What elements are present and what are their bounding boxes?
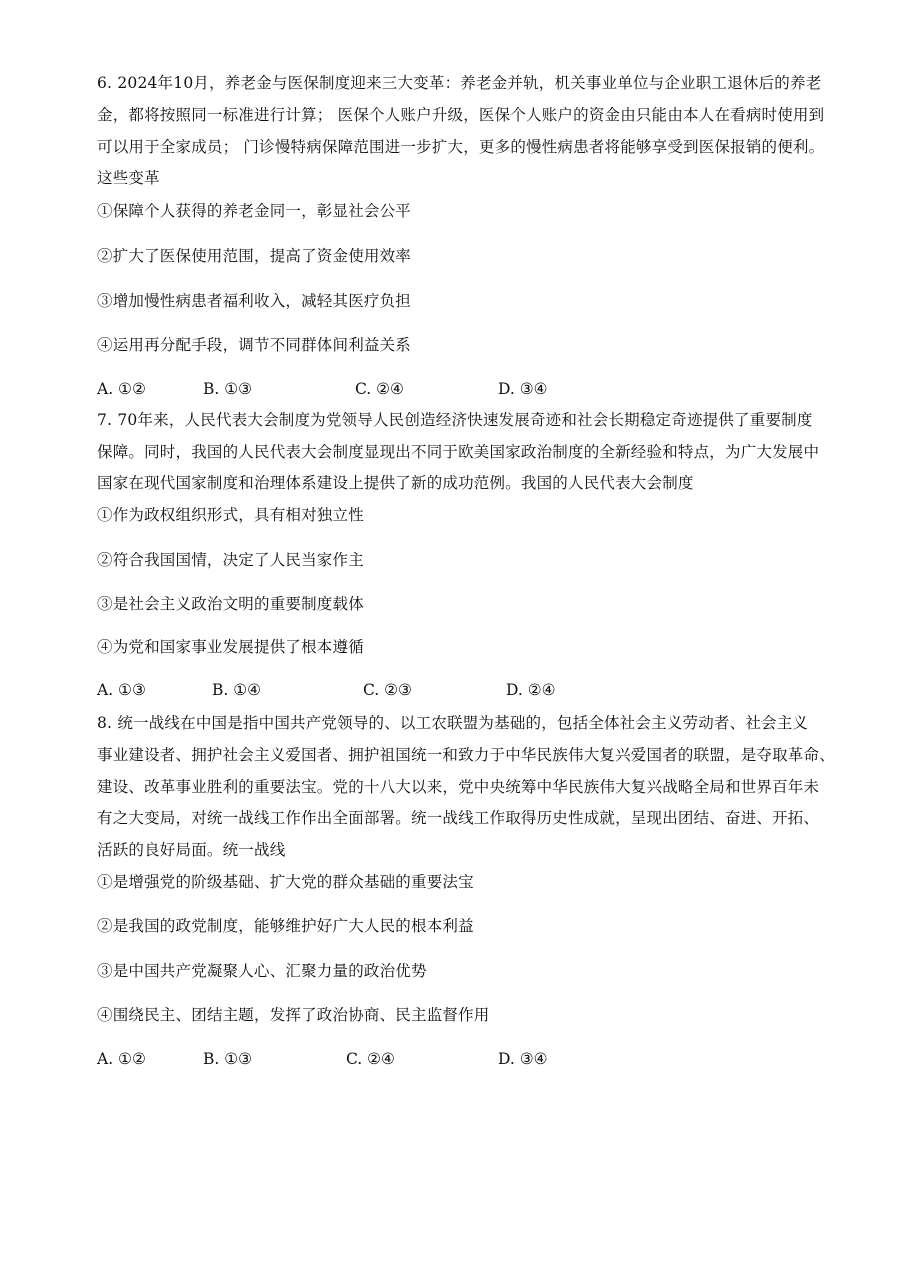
question-6-statement: ②扩大了医保使用范围，提高了资金使用效率 [97, 247, 412, 265]
question-8-statement: ②是我国的政党制度，能够维护好广大人民的根本利益 [97, 917, 474, 935]
question-7-stem-line: 保障。同时，我国的人民代表大会制度显现出不同于欧美国家政治制度的全新经验和特点，为广大发展中 [97, 443, 820, 461]
question-6-option-b[interactable]: B. ①③ [203, 380, 253, 398]
question-6-statement: ④运用再分配手段，调节不同群体间利益关系 [97, 336, 412, 354]
question-8-option-c[interactable]: C. ②④ [346, 1050, 395, 1068]
question-8-statement: ①是增强党的阶级基础、扩大党的群众基础的重要法宝 [97, 873, 474, 891]
question-6-option-a[interactable]: A. ①② [97, 380, 146, 398]
question-7-stem-line: 7. 70年来，人民代表大会制度为党领导人民创造经济快速发展奇迹和社会长期稳定奇迹提供了重要制度 [97, 411, 813, 429]
question-6-stem-line: 6. 2024年10月，养老金与医保制度迎来三大变革：养老金并轨，机关事业单位与企业职工退休后的养老 [97, 74, 822, 92]
question-7-statement: ④为党和国家事业发展提供了根本遵循 [97, 638, 364, 656]
question-6-option-d[interactable]: D. ③④ [498, 380, 548, 398]
question-7-stem-line: 国家在现代国家制度和治理体系建设上提供了新的成功范例。我国的人民代表大会制度 [97, 474, 694, 492]
question-7-option-c[interactable]: C. ②③ [363, 681, 412, 699]
question-8-statement: ③是中国共产党凝聚人心、汇聚力量的政治优势 [97, 962, 427, 980]
question-6-statement: ③增加慢性病患者福利收入，减轻其医疗负担 [97, 292, 412, 310]
question-8-stem-line: 事业建设者、拥护社会主义爱国者、拥护祖国统一和致力于中华民族伟大复兴爱国者的联盟，是夺取革命、 [97, 746, 835, 764]
question-8-stem-line: 建设、改革事业胜利的重要法宝。党的十八大以来，党中央统筹中华民族伟大复兴战略全局和世界百年未 [97, 778, 820, 796]
question-8-stem-line: 有之大变局，对统一战线工作作出全面部署。统一战线工作取得历史性成就，呈现出团结、奋进、开拓、 [97, 809, 820, 827]
question-8-option-a[interactable]: A. ①② [97, 1050, 146, 1068]
question-6-stem-line: 金，都将按照同一标准进行计算； 医保个人账户升级，医保个人账户的资金由只能由本人在看病时使用到 [97, 106, 825, 124]
question-6-statement: ①保障个人获得的养老金同一，彰显社会公平 [97, 202, 412, 220]
question-8-stem-line: 8. 统一战线在中国是指中国共产党领导的、以工农联盟为基础的，包括全体社会主义劳动者、社会主义 [97, 714, 809, 732]
question-7-statement: ①作为政权组织形式，具有相对独立性 [97, 506, 364, 524]
question-8-stem-line: 活跃的良好局面。统一战线 [97, 841, 286, 859]
question-6-option-c[interactable]: C. ②④ [355, 380, 404, 398]
question-8-option-b[interactable]: B. ①③ [203, 1050, 253, 1068]
question-8-option-d[interactable]: D. ③④ [498, 1050, 548, 1068]
question-7-option-d[interactable]: D. ②④ [506, 681, 556, 699]
question-7-statement: ③是社会主义政治文明的重要制度载体 [97, 595, 364, 613]
question-7-option-b[interactable]: B. ①④ [212, 681, 262, 699]
question-8-statement: ④围绕民主、团结主题，发挥了政治协商、民主监督作用 [97, 1006, 490, 1024]
question-7-option-a[interactable]: A. ①③ [97, 681, 146, 699]
question-7-statement: ②符合我国国情，决定了人民当家作主 [97, 551, 364, 569]
question-6-stem-line: 这些变革 [97, 169, 160, 187]
question-6-stem-line: 可以用于全家成员； 门诊慢特病保障范围进一步扩大，更多的慢性病患者将能够享受到医保报销的便利。 [97, 138, 825, 156]
